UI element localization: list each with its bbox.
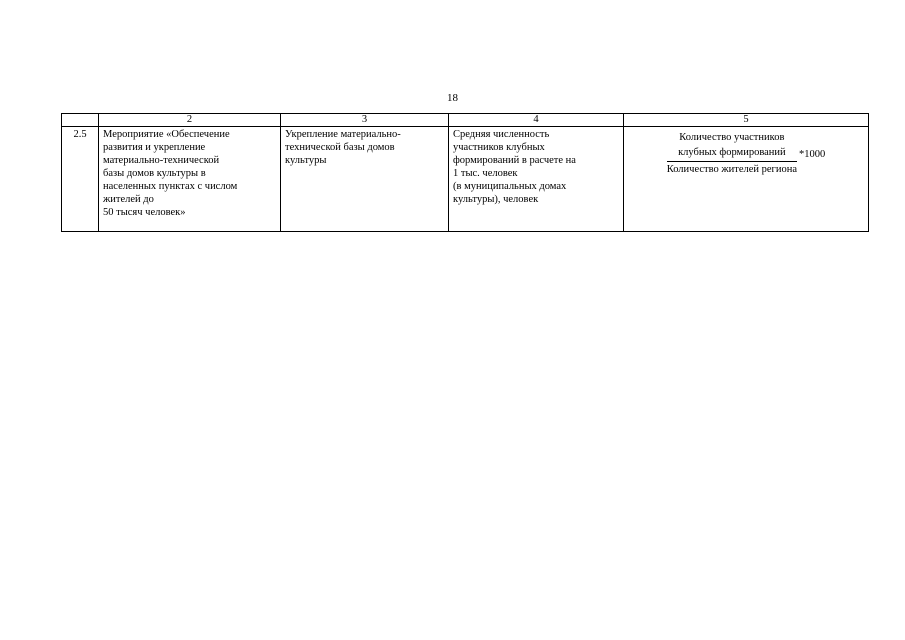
formula-multiplier: *1000 xyxy=(799,149,826,160)
formula xyxy=(628,130,864,177)
formula-fraction xyxy=(667,130,797,177)
indicator-table xyxy=(61,113,869,232)
header-cell-1 xyxy=(62,114,99,127)
row-number: 2.5 xyxy=(62,127,99,232)
numerator-line-2: клубных формирований xyxy=(678,147,786,158)
event-text: Мероприятие «Обеспечение развития и укрепление материально-технической базы домов культуры в населенных пунктах с числом жителей до 50 тысяч человек» xyxy=(103,129,238,218)
indicator-cell xyxy=(449,127,624,232)
header-cell-5: 5 xyxy=(624,114,869,127)
formula-numerator xyxy=(667,130,797,162)
header-cell-2: 2 xyxy=(99,114,281,127)
page-number: 18 xyxy=(447,92,458,104)
formula-cell xyxy=(624,127,869,232)
goal-cell xyxy=(281,127,449,232)
table-header-row xyxy=(62,114,869,127)
header-cell-4: 4 xyxy=(449,114,624,127)
event-cell xyxy=(99,127,281,232)
goal-text: Укрепление материально- технической базы домов культуры xyxy=(285,129,401,166)
header-cell-3: 3 xyxy=(281,114,449,127)
table-row xyxy=(62,127,869,232)
formula-denominator: Количество жителей региона xyxy=(666,164,798,175)
indicator-text: Средняя численность участников клубных формирований в расчете на 1 тыс. человек (в муниципальных домах культуры), человек xyxy=(453,129,576,205)
numerator-line-1: Количество участников xyxy=(679,132,785,143)
